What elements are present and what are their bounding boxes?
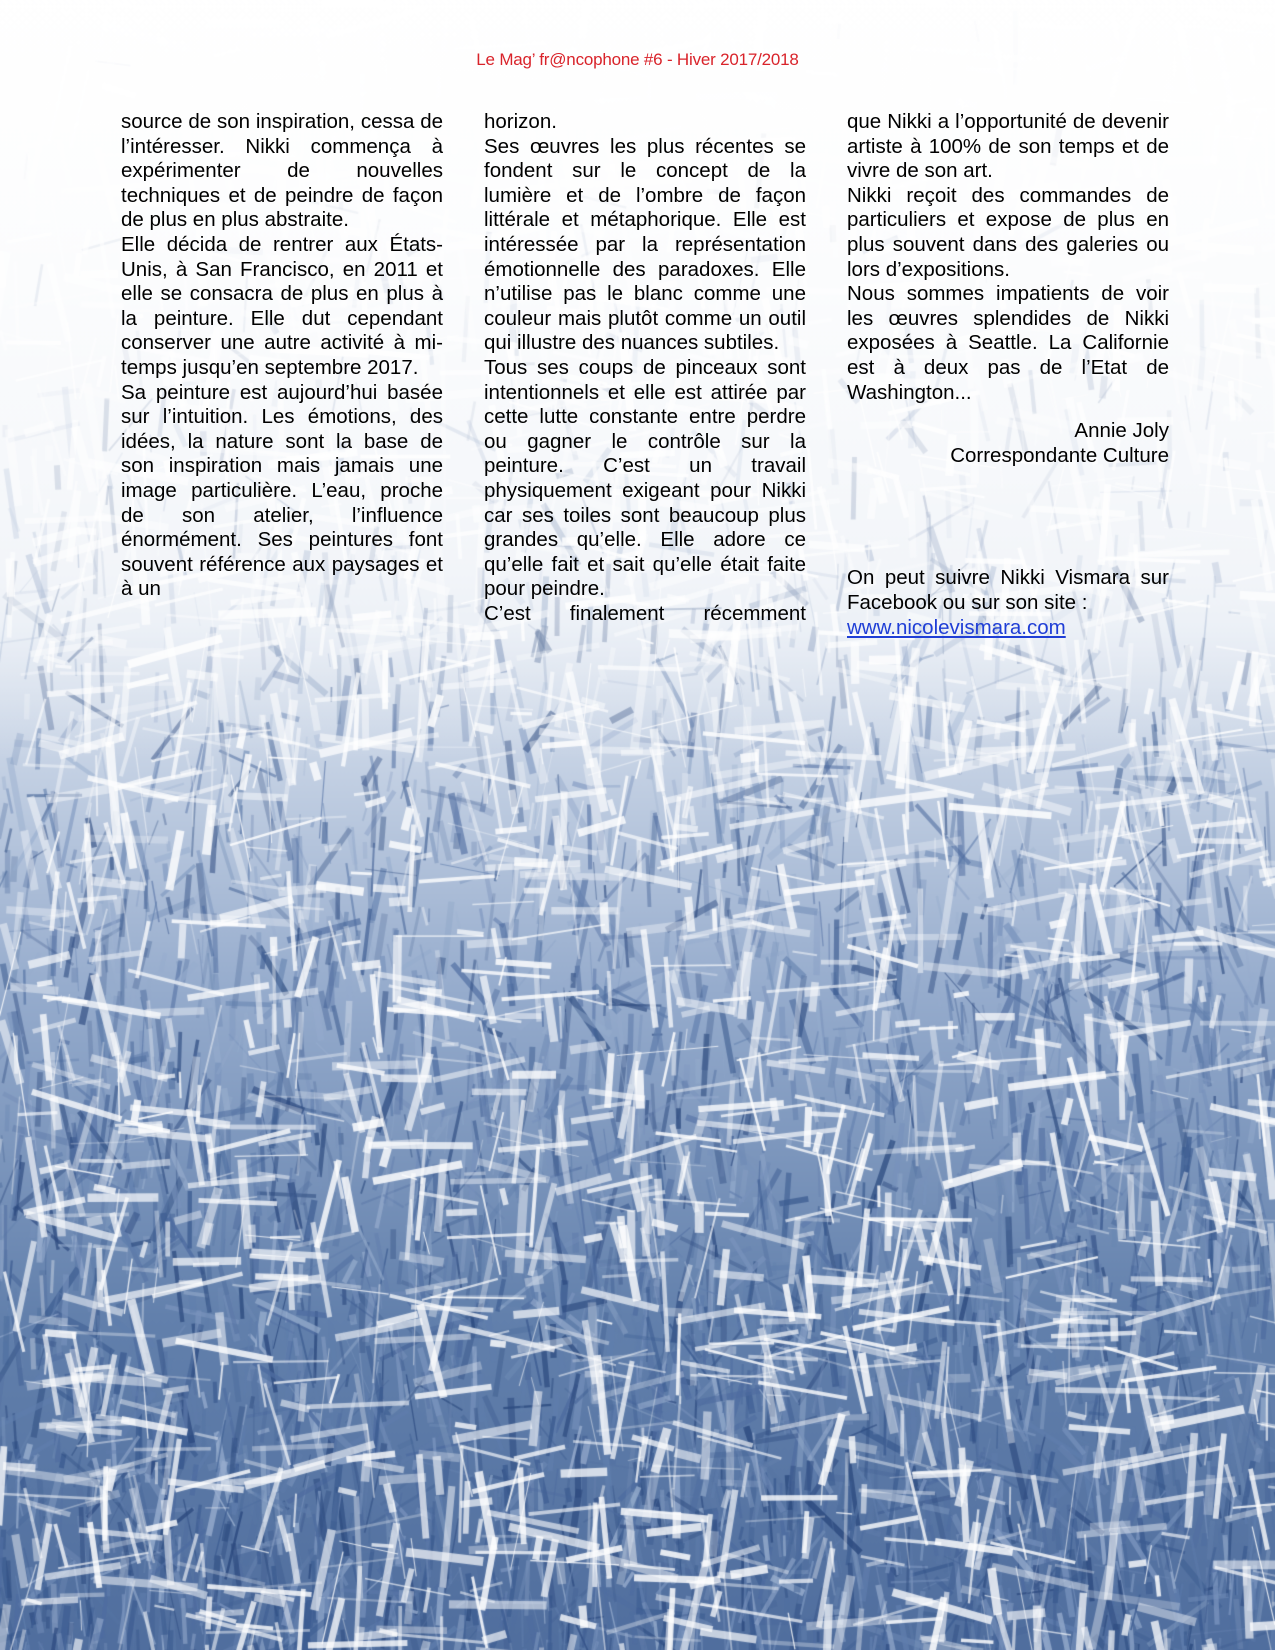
article-column-1 [121, 110, 443, 602]
paragraph: source de son inspiration, cessa de l’intéresser. Nikki commença à expérimenter de nouvelles techniques et de peindre de façon de plus en plus abstraite. [121, 110, 443, 232]
paragraph: Nikki reçoit des commandes de particuliers et expose de plus en plus souvent dans des galeries ou lors d’expositions. [847, 183, 1169, 281]
running-header: Le Mag’ fr@ncophone #6 - Hiver 2017/2018 [476, 50, 799, 69]
paragraph: horizon. [484, 110, 557, 133]
author-signature [847, 419, 1169, 468]
paragraph: Ses œuvres les plus récentes se fondent sur le concept de la lumière et de l’ombre de façon littérale et métaphorique. Elle est intéressée par la représentation émotionnelle des paradoxes. Elle n’utilise pas le blanc comme une couleur mais plutôt comme un outil qui illustre des nuances subtiles. [484, 134, 806, 355]
article-column-2 [484, 110, 806, 626]
article-column-3 [847, 110, 1169, 640]
paragraph: Sa peinture est aujourd’hui basée sur l’intuition. Les émotions, des idées, la nature sont la base de son inspiration mais jamais une image particulière. L’eau, proche de son atelier, l’influence énormément. Ses peintures font souvent référence aux paysages et à un [121, 380, 443, 601]
paragraph: C’est finalement récemment [484, 601, 806, 625]
paragraph: Elle décida de rentrer aux États-Unis, à San Francisco, en 2011 et elle se consacra de plus en plus à la peinture. Elle dut cependant conserver une autre activité à mi-temps jusqu’en septembre 2017. [121, 232, 443, 379]
paragraph: Tous ses coups de pinceaux sont intentionnels et elle est attirée par cette lutte constante entre perdre ou gagner le contrôle sur la peinture. C’est un travail physiquement exigeant pour Nikki car ses toiles sont beaucoup plus grandes qu’elle. Elle adore ce qu’elle fait et sait qu’elle était faite pour peindre. [484, 355, 806, 601]
author-name: Annie Joly [1074, 419, 1169, 443]
follow-info [847, 566, 1169, 640]
website-link[interactable]: www.nicolevismara.com [847, 615, 1066, 639]
paragraph: que Nikki a l’opportunité de devenir artiste à 100% de son temps et de vivre de son art. [847, 110, 1169, 183]
follow-text: On peut suivre Nikki Vismara sur Facebook ou sur son site : [847, 566, 1169, 614]
author-role: Correspondante Culture [950, 443, 1169, 467]
paragraph: Nous sommes impatients de voir les œuvres splendides de Nikki exposées à Seattle. La Californie est à deux pas de l’Etat de Washington... [847, 282, 1169, 404]
